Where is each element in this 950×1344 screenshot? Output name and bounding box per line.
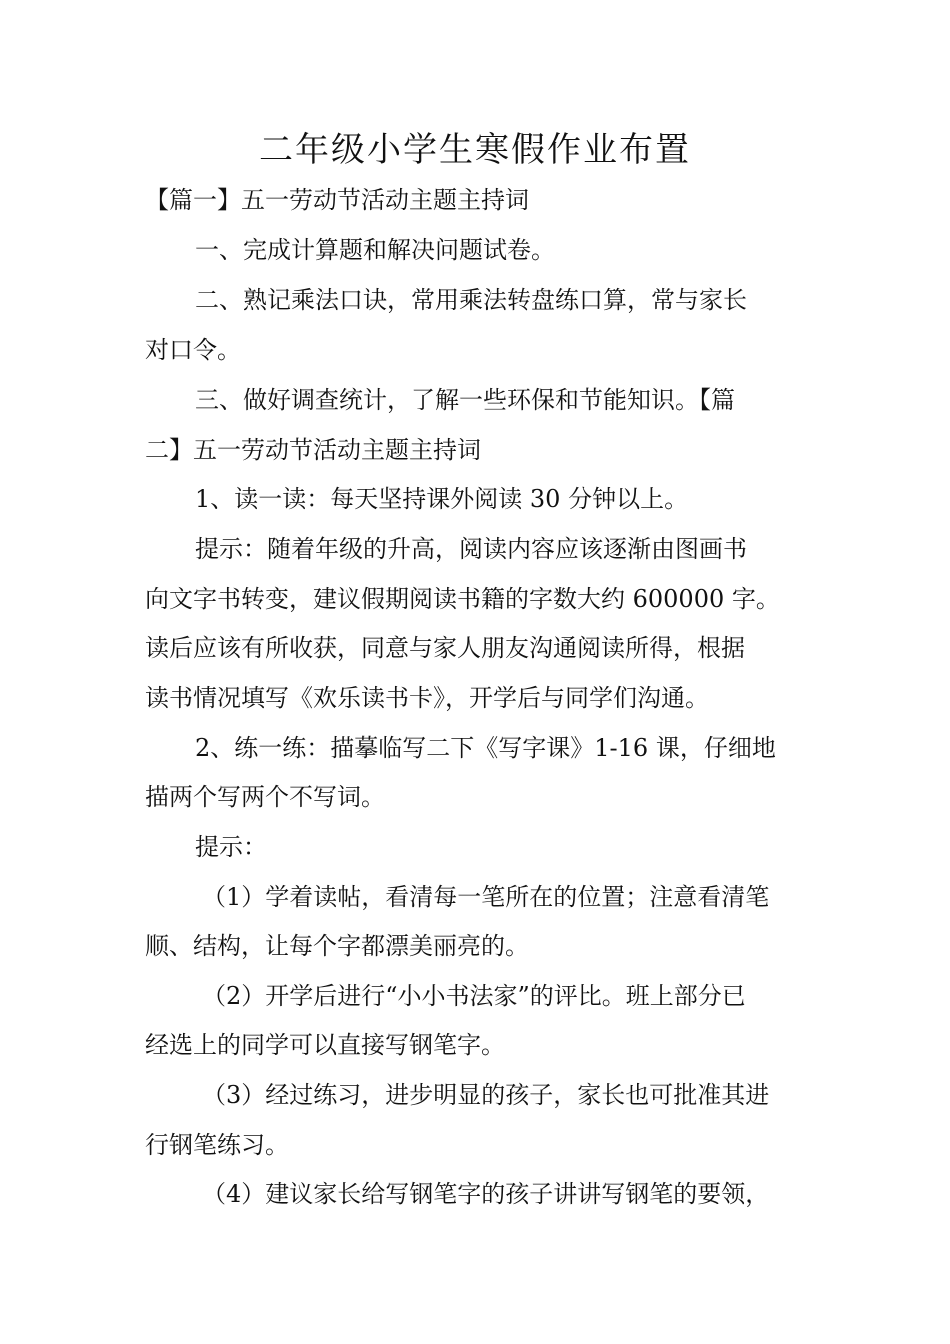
paragraph-line: 对口令。 — [145, 336, 241, 364]
section-heading-1: 【篇一】五一劳动节活动主题主持词 — [145, 186, 529, 214]
paragraph-line: （2）开学后进行“小小书法家”的评比。班上部分已 — [202, 982, 746, 1010]
paragraph-line: 提示： — [195, 833, 267, 861]
paragraph-line: 二、熟记乘法口诀，常用乘法转盘练口算，常与家长 — [195, 286, 747, 314]
paragraph-line: 描两个写两个不写词。 — [145, 783, 385, 811]
paragraph-line: （1）学着读帖，看清每一笔所在的位置；注意看清笔 — [202, 883, 770, 911]
paragraph-line: 向文字书转变，建议假期阅读书籍的字数大约 600000 字。 — [145, 585, 780, 613]
paragraph-line: 读书情况填写《欢乐读书卡》，开学后与同学们沟通。 — [145, 684, 709, 712]
paragraph-line: 行钢笔练习。 — [145, 1131, 289, 1159]
paragraph-line: 提示：随着年级的升高，阅读内容应该逐渐由图画书 — [195, 535, 747, 563]
paragraph-line: （4）建议家长给写钢笔字的孩子讲讲写钢笔的要领， — [202, 1180, 770, 1208]
paragraph-line: 2、练一练：描摹临写二下《写字课》1-16 课，仔细地 — [195, 734, 776, 762]
paragraph-line: 经选上的同学可以直接写钢笔字。 — [145, 1031, 505, 1059]
paragraph-line: 1、读一读：每天坚持课外阅读 30 分钟以上。 — [195, 485, 689, 513]
paragraph-line: （3）经过练习，进步明显的孩子，家长也可批准其进 — [202, 1081, 770, 1109]
paragraph-line: 顺、结构，让每个字都漂美丽亮的。 — [145, 932, 529, 960]
paragraph-line: 三、做好调查统计，了解一些环保和节能知识。【篇 — [195, 386, 735, 414]
paragraph-line: 一、完成计算题和解决问题试卷。 — [195, 236, 555, 264]
document-title: 二年级小学生寒假作业布置 — [259, 130, 691, 170]
section-heading-2: 二】五一劳动节活动主题主持词 — [145, 436, 481, 464]
paragraph-line: 读后应该有所收获，同意与家人朋友沟通阅读所得，根据 — [145, 634, 745, 662]
